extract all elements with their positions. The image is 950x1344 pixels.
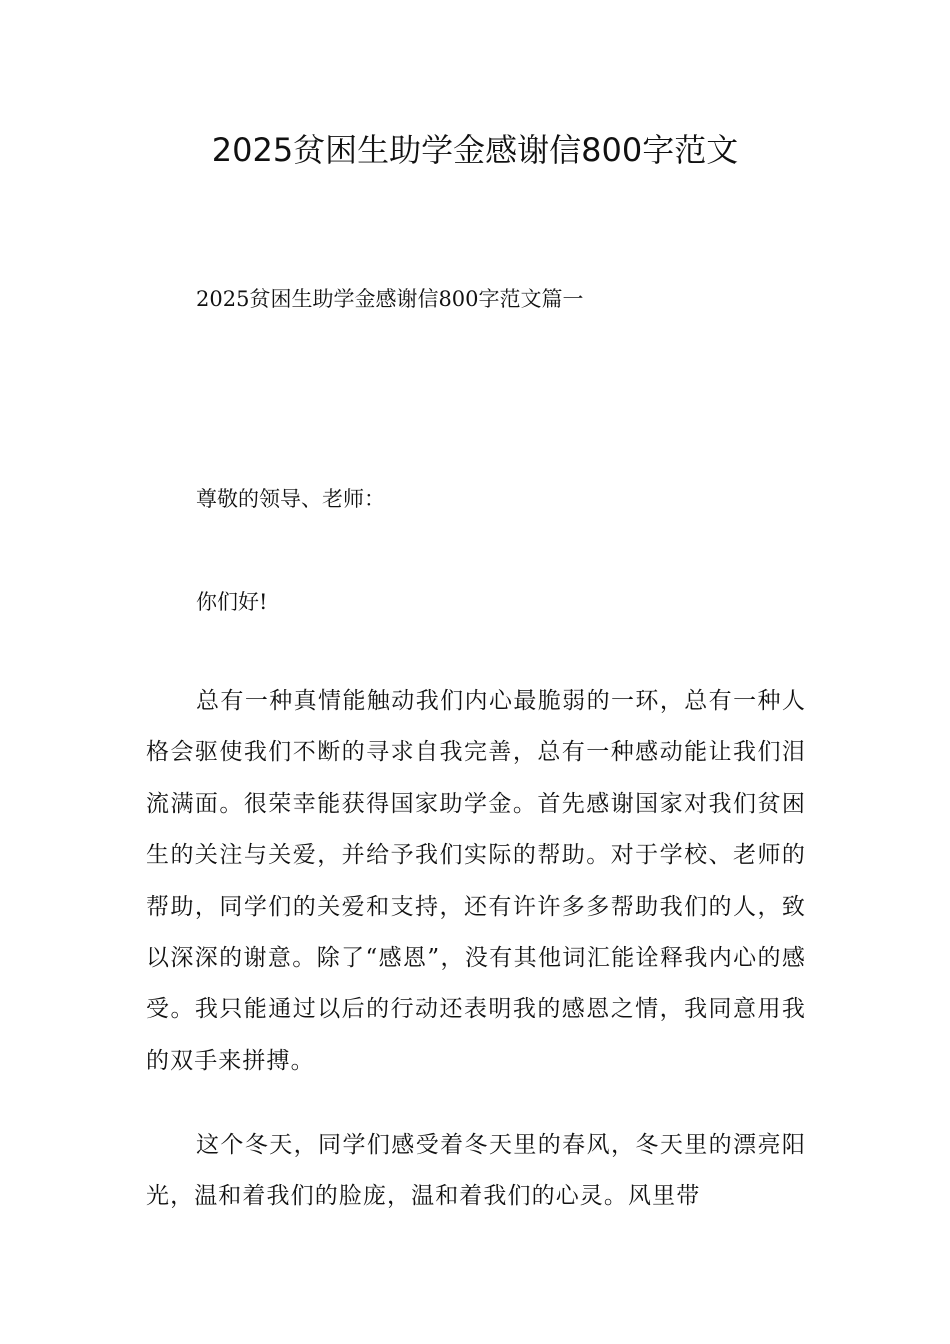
document-title: 2025贫困生助学金感谢信800字范文 — [211, 131, 739, 169]
body-paragraph: 总有一种真情能触动我们内心最脆弱的一环，总有一种人格会驱使我们不断的寻求自我完善，总有一种感动能让我们泪流满面。很荣幸能获得国家助学金。首先感谢国家对我们贫困生的关注与关爱，并给予我们实际的帮助。对于学校、老师的帮助，同学们的关爱和支持，还有许许多多帮助我们的人，致以深深的谢意。除了“感恩”，没有其他词汇能诠释我内心的感受。我只能通过以后的行动还表明我的感恩之情，我同意用我的双手来拼搏。 — [146, 688, 806, 1074]
body-paragraph: 这个冬天，同学们感受着冬天里的春风，冬天里的漂亮阳光，温和着我们的脸庞，温和着我们的心灵。风里带 — [146, 1132, 806, 1210]
section-heading: 2025贫困生助学金感谢信800字范文篇一 — [196, 287, 584, 311]
letter-salutation: 尊敬的领导、老师： — [196, 487, 385, 511]
letter-greeting: 你们好! — [196, 590, 268, 614]
